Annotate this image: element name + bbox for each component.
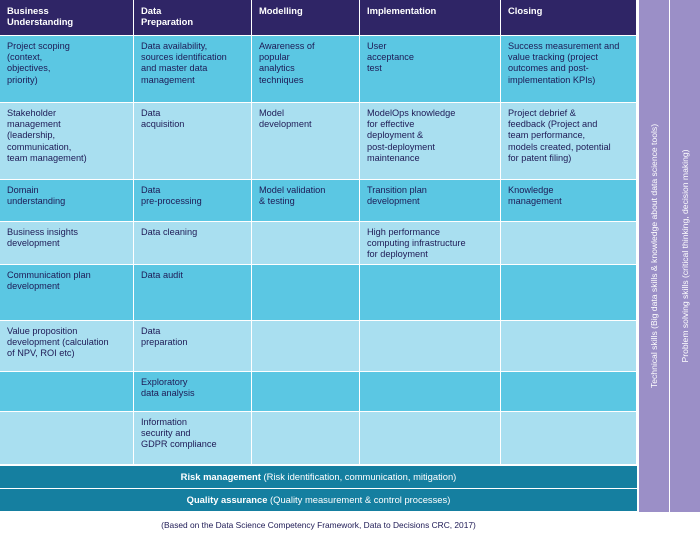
grid-cell: Communication plan development	[0, 265, 133, 320]
grid-cell: Data acquisition	[134, 103, 251, 179]
grid-cell	[252, 265, 359, 320]
grid-cell	[501, 412, 636, 464]
grid-cell: Value proposition development (calculation of NPV, ROI etc)	[0, 321, 133, 371]
quality-assurance-title: Quality assurance	[186, 494, 268, 505]
grid-cell	[0, 412, 133, 464]
grid-cell	[252, 412, 359, 464]
grid-cell: Data availability, sources identification and master data management	[134, 36, 251, 102]
grid-cell: Stakeholder management (leadership, communication, team management)	[0, 103, 133, 179]
column-header-modelling: Modelling	[252, 0, 359, 35]
grid-cell: Information security and GDPR compliance	[134, 412, 251, 464]
grid-cell: Awareness of popular analytics techniques	[252, 36, 359, 102]
column-header-implementation: Implementation	[360, 0, 500, 35]
grid-cell	[252, 222, 359, 264]
grid-cell: Success measurement and value tracking (project outcomes and post- implementation KPIs)	[501, 36, 636, 102]
grid-cell: ModelOps knowledge for effective deployment & post-deployment maintenance	[360, 103, 500, 179]
grid-cell: Domain understanding	[0, 180, 133, 221]
column-header-business-understanding: Business Understanding	[0, 0, 133, 35]
grid-cell: High performance computing infrastructure for deployment	[360, 222, 500, 264]
quality-assurance-band	[0, 489, 637, 511]
grid-cell	[501, 321, 636, 371]
grid-cell	[252, 321, 359, 371]
grid-cell	[360, 321, 500, 371]
risk-management-detail: (Risk identification, communication, mitigation)	[260, 471, 457, 482]
grid-cell: Business insights development	[0, 222, 133, 264]
grid-cell	[0, 372, 133, 411]
risk-management-band	[0, 466, 637, 488]
grid-cell: Exploratory data analysis	[134, 372, 251, 411]
grid-cell	[360, 412, 500, 464]
column-header-closing: Closing	[501, 0, 636, 35]
grid-cell: Model development	[252, 103, 359, 179]
grid-cell: Data preparation	[134, 321, 251, 371]
quality-assurance-detail: (Quality measurement & control processes)	[267, 494, 451, 505]
grid-cell: Transition plan development	[360, 180, 500, 221]
grid-cell: Data cleaning	[134, 222, 251, 264]
grid-cell	[501, 372, 636, 411]
grid-cell	[360, 265, 500, 320]
grid-cell	[501, 265, 636, 320]
technical-skills-bar	[639, 0, 669, 512]
problem-solving-skills-bar	[670, 0, 700, 512]
column-header-data-preparation: Data Preparation	[134, 0, 251, 35]
grid-cell: Project scoping (context, objectives, priority)	[0, 36, 133, 102]
problem-solving-skills-label: Problem solving skills (critical thinking, decision making)	[680, 149, 690, 363]
grid-cell: Knowledge management	[501, 180, 636, 221]
grid-cell: Data audit	[134, 265, 251, 320]
grid-cell	[252, 372, 359, 411]
grid-cell: Project debrief & feedback (Project and team performance, models created, potential for patent filing)	[501, 103, 636, 179]
grid-cell: Data pre-processing	[134, 180, 251, 221]
technical-skills-label: Technical skills (Big data skills & knowledge about data science tools)	[649, 123, 659, 389]
grid-cell	[501, 222, 636, 264]
grid-cell: User acceptance test	[360, 36, 500, 102]
grid-cell	[360, 372, 500, 411]
risk-management-title: Risk management	[180, 471, 261, 482]
source-caption: (Based on the Data Science Competency Framework, Data to Decisions CRC, 2017)	[161, 520, 476, 530]
grid-cell: Model validation & testing	[252, 180, 359, 221]
